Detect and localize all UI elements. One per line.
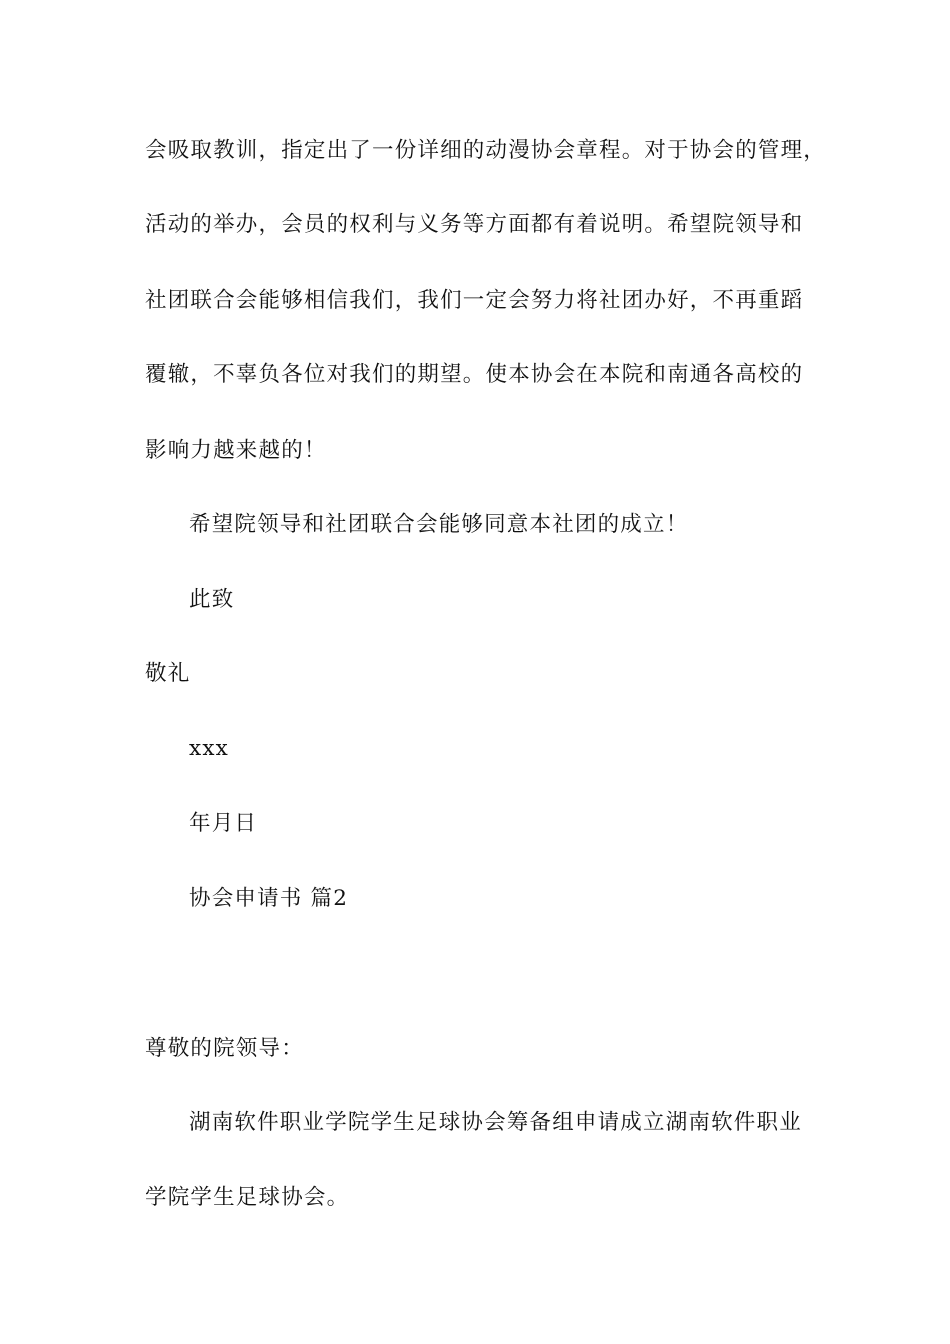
paragraph-line: 活动的举办，会员的权利与义务等方面都有着说明。希望院领导和 (145, 212, 804, 237)
paragraph-line: 湖南软件职业学院学生足球协会筹备组申请成立湖南软件职业 (189, 1110, 802, 1135)
signature-name: xxx (189, 736, 229, 761)
closing-salutation: 此致 (189, 587, 235, 612)
greeting-line: 尊敬的院领导： (145, 1036, 304, 1061)
signature-date: 年月日 (189, 811, 258, 836)
paragraph-line: 学院学生足球协会。 (145, 1185, 350, 1210)
paragraph-line: 影响力越来越的！ (145, 438, 327, 463)
section-heading: 协会申请书 篇2 (189, 886, 349, 911)
paragraph-line: 会吸取教训，指定出了一份详细的动漫协会章程。对于协会的管理， (145, 138, 827, 163)
paragraph-line: 覆辙，不辜负各位对我们的期望。使本协会在本院和南通各高校的 (145, 362, 804, 387)
closing-regards: 敬礼 (145, 661, 191, 686)
paragraph-line: 希望院领导和社团联合会能够同意本社团的成立！ (189, 512, 689, 537)
paragraph-line: 社团联合会能够相信我们，我们一定会努力将社团办好，不再重蹈 (145, 288, 804, 313)
